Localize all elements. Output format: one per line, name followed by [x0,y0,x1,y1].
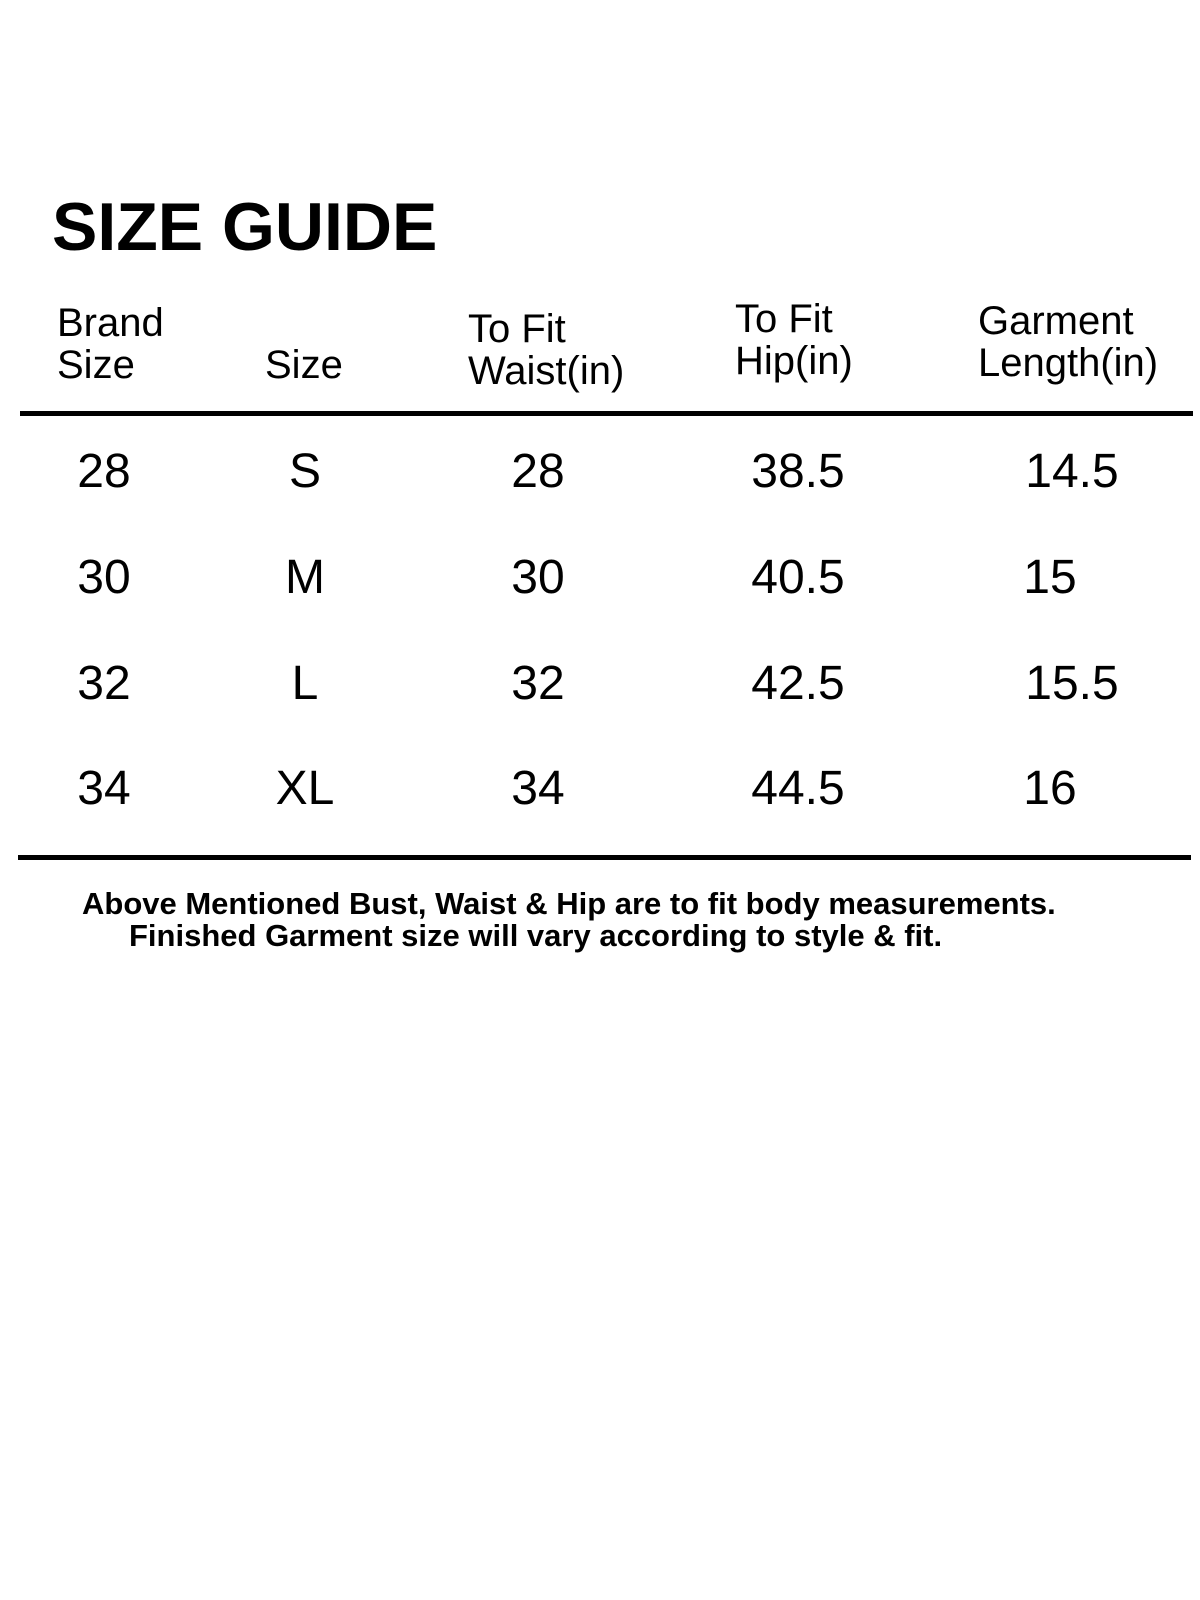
table-cell: 30 [77,551,131,604]
header-divider [20,411,1193,416]
table-cell: 28 [511,445,565,498]
table-cell: 44.5 [751,762,845,815]
header-garment-length [978,300,1158,384]
table-cell: 14.5 [1025,445,1119,498]
header-line: Hip(in) [735,339,853,383]
table-cell: L [291,657,319,710]
table-cell: 32 [511,657,565,710]
header-line: To Fit [735,297,833,341]
header-line: Length(in) [978,341,1159,385]
header-line: Size [265,343,343,387]
footnote-line: Finished Garment size will vary according to style & fit. [129,918,943,953]
table-cell: M [285,551,325,604]
table-cell: 38.5 [751,445,845,498]
header-hip [735,298,853,382]
header-line: Garment [978,299,1134,343]
table-cell: 32 [77,657,131,710]
table-cell: 40.5 [751,551,845,604]
header-line: Size [57,343,135,387]
table-cell: 34 [511,762,565,815]
header-brand-size [57,302,164,386]
table-cell: XL [275,762,335,815]
table-cell: 16 [1023,762,1077,815]
header-size [265,344,343,386]
table-cell: 15.5 [1025,657,1119,710]
header-line: Waist(in) [468,349,625,393]
header-waist [468,308,624,392]
table-cell: 30 [511,551,565,604]
table-cell: 15 [1023,551,1077,604]
header-line: To Fit [468,307,566,351]
header-line: Brand [57,301,164,345]
table-cell: S [288,445,322,498]
footer-divider [18,855,1191,860]
table-cell: 42.5 [751,657,845,710]
table-cell: 34 [77,762,131,815]
footnote-line: Above Mentioned Bust, Waist & Hip are to fit body measurements. [82,886,1056,921]
table-cell: 28 [77,445,131,498]
page-title: SIZE GUIDE [52,189,438,265]
